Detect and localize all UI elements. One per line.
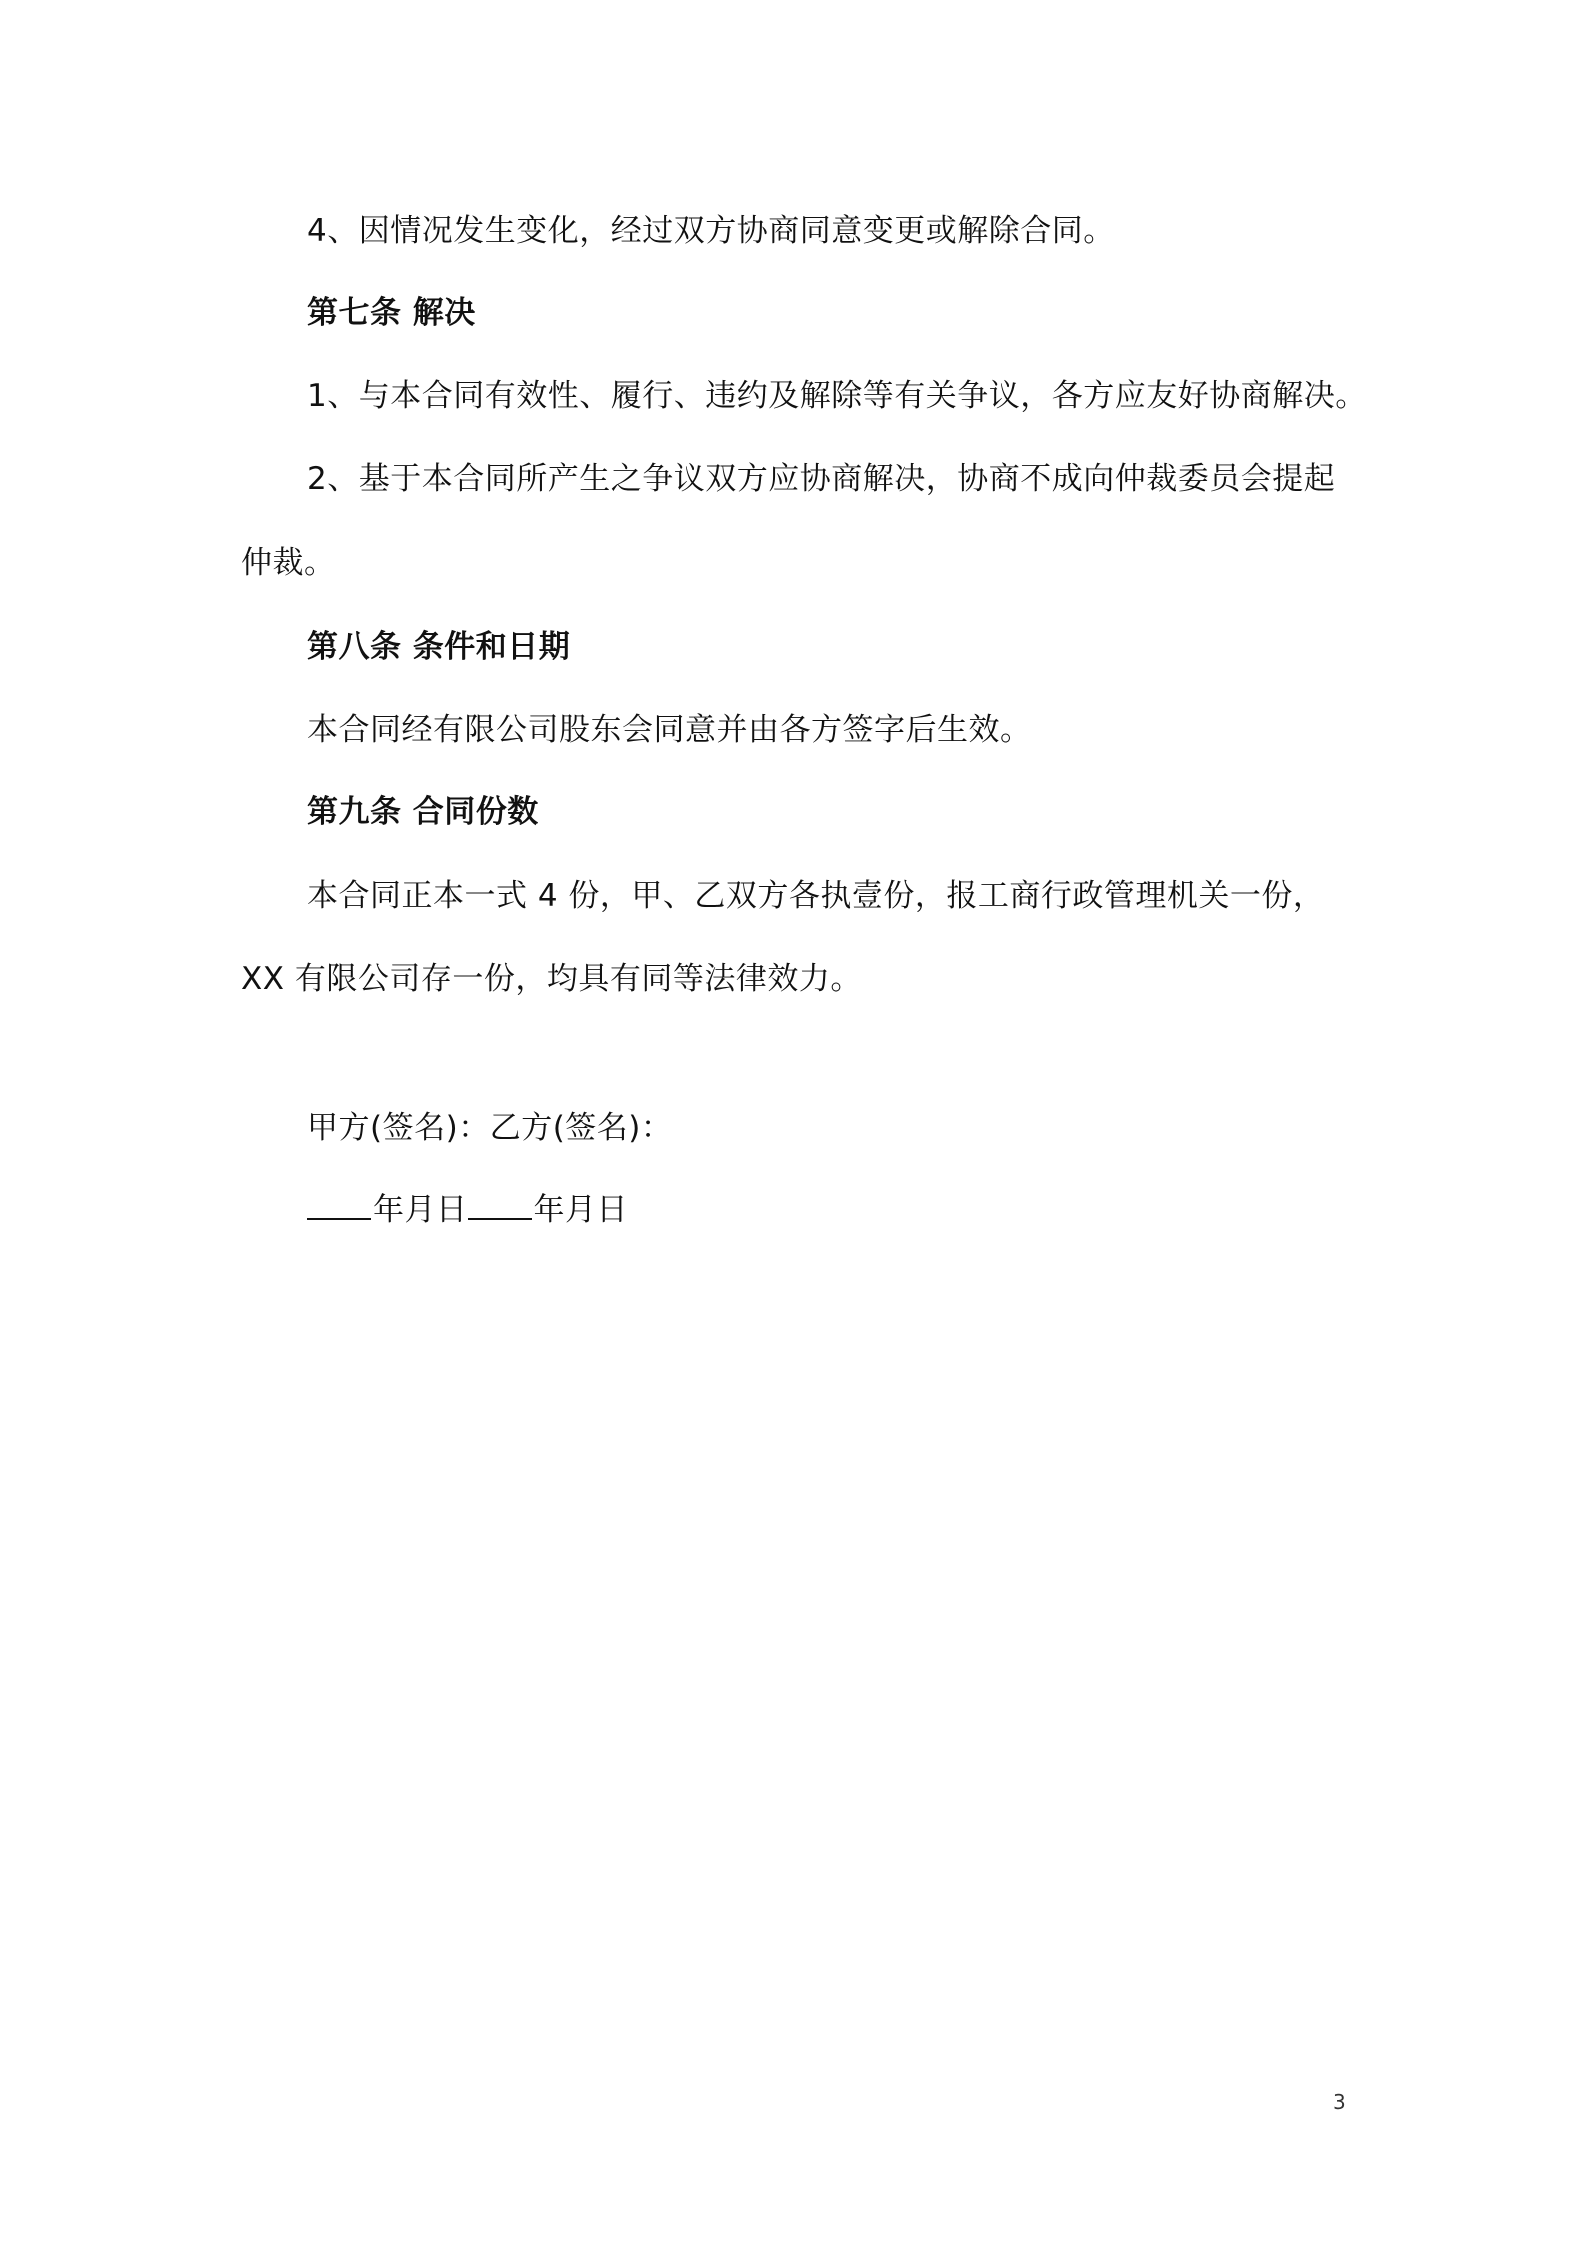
signature-date-line (307, 1190, 628, 1230)
article-8-body: 本合同经有限公司股东会同意并由各方签字后生效。 (307, 712, 1032, 748)
article-9-body-line-1: 本合同正本一式 4 份，甲、乙双方各执壹份，报工商行政管理机关一份， (307, 878, 1325, 914)
date-label-a: 年月日 (373, 1192, 468, 1228)
date-blank-b (468, 1192, 532, 1220)
page-number: 3 (1333, 2090, 1346, 2114)
date-label-b: 年月日 (533, 1192, 628, 1228)
clause-7-item-2-line-1: 2、基于本合同所产生之争议双方应协商解决，协商不成向仲裁委员会提起 (307, 461, 1336, 497)
article-7-heading: 第七条 解决 (307, 295, 476, 331)
date-blank-a (307, 1192, 371, 1220)
clause-6-item-4: 4、因情况发生变化，经过双方协商同意变更或解除合同。 (307, 213, 1115, 249)
clause-7-item-1: 1、与本合同有效性、履行、违约及解除等有关争议，各方应友好协商解决。 (307, 378, 1367, 414)
article-9-body-line-2: XX 有限公司存一份，均具有同等法律效力。 (241, 961, 862, 997)
clause-7-item-2-line-2: 仲裁。 (241, 545, 336, 581)
article-9-heading: 第九条 合同份数 (307, 794, 539, 830)
signature-line: 甲方(签名)：乙方(签名)： (307, 1110, 673, 1146)
article-8-heading: 第八条 条件和日期 (307, 629, 571, 665)
